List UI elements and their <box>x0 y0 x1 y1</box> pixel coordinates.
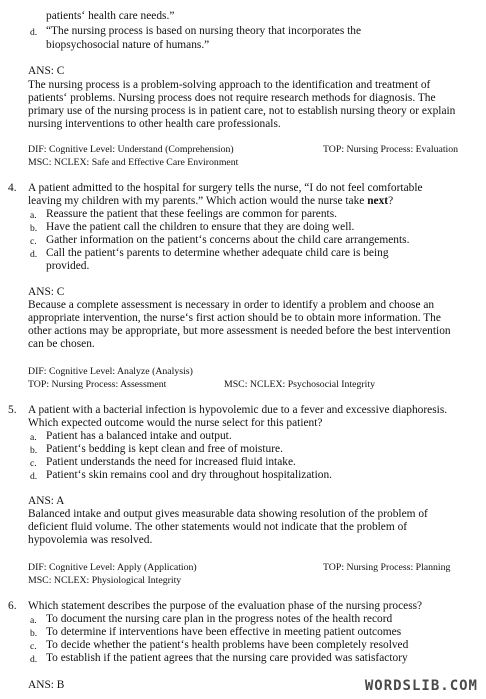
option-text: To establish if the patient agrees that the nursing care provided was satisfactory <box>46 652 408 664</box>
prev-question-option-c-continuation: patients‘ health care needs.” <box>46 10 175 22</box>
option-letter: b. <box>30 223 38 234</box>
option-letter: c. <box>30 236 37 247</box>
option-text: To document the nursing care plan in the progress notes of the health record <box>46 613 393 625</box>
answer-line: ANS: B <box>28 679 65 691</box>
question-stem: A patient admitted to the hospital for surgery tells the nurse, “I do not feel comfortable <box>28 182 423 194</box>
answer-line: ANS: C <box>28 65 65 77</box>
rationale-line: deficient fluid volume. The other statements would not indicate that the problem of <box>28 521 408 533</box>
option-letter: d. <box>30 471 38 482</box>
answer-line: ANS: A <box>28 495 65 507</box>
rationale-line: primary use of the nursing process is in patient care, not to establish nursing theory or explain <box>28 105 456 117</box>
question-stem-text: leaving my children with my parents.” Which action would the nurse take <box>28 195 368 207</box>
option-text: Patient‘s skin remains cool and dry throughout hospitalization. <box>46 469 332 481</box>
msc-label: MSC: NCLEX: Psychosocial Integrity <box>224 379 376 390</box>
option-letter: a. <box>30 432 37 443</box>
question-stem: Which statement describes the purpose of the evaluation phase of the nursing process? <box>28 600 423 612</box>
question-stem-end: ? <box>388 195 394 207</box>
option-letter: c. <box>30 458 37 469</box>
option-text: Reassure the patient that these feelings are common for parents. <box>46 208 337 220</box>
question-number: 4. <box>8 182 17 194</box>
option-text: Patient‘s bedding is kept clean and free of moisture. <box>46 443 283 455</box>
rationale-line: other actions may be appropriate, but more assessment is needed before the best intervention <box>28 325 451 337</box>
option-letter: d. <box>30 654 38 665</box>
rationale-line: nursing interventions to other health care professionals. <box>28 118 281 130</box>
topic-label: TOP: Nursing Process: Assessment <box>28 379 167 390</box>
topic-label: TOP: Nursing Process: Evaluation <box>323 144 459 155</box>
option-letter: a. <box>30 615 37 626</box>
option-letter: a. <box>30 210 37 221</box>
rationale-line: Balanced intake and output gives measurable data showing resolution of the problem of <box>28 508 428 520</box>
option-text: “The nursing process is based on nursing theory that incorporates the <box>46 25 362 37</box>
rationale-line: can be chosen. <box>28 338 95 350</box>
option-text: To determine if interventions have been effective in meeting patient outcomes <box>46 626 402 638</box>
question-stem <box>28 195 393 208</box>
option-text: provided. <box>46 260 90 272</box>
question-stem: Which expected outcome would the nurse select for this patient? <box>28 417 323 429</box>
option-text: Patient has a balanced intake and output. <box>46 430 232 442</box>
watermark: WORDSLIB.COM <box>364 678 478 694</box>
difficulty-label: DIF: Cognitive Level: Apply (Application) <box>28 562 197 573</box>
rationale-line: hypovolemia was resolved. <box>28 534 153 546</box>
difficulty-label: DIF: Cognitive Level: Analyze (Analysis) <box>28 366 193 377</box>
option-text: biopsychosocial nature of humans.” <box>46 39 210 51</box>
option-text: To decide whether the patient‘s health problems have been completely resolved <box>46 639 409 651</box>
question-stem: A patient with a bacterial infection is hypovolemic due to a fever and excessive diaphoresis. <box>28 404 448 416</box>
option-letter: d. <box>30 249 38 260</box>
option-text: Gather information on the patient‘s concerns about the child care arrangements. <box>46 234 410 246</box>
topic-label: TOP: Nursing Process: Planning <box>323 562 451 573</box>
msc-label: MSC: NCLEX: Safe and Effective Care Environment <box>28 157 239 168</box>
question-number: 6. <box>8 600 17 612</box>
difficulty-label: DIF: Cognitive Level: Understand (Comprehension) <box>28 144 234 155</box>
rationale-line: Because a complete assessment is necessary in order to identify a problem and choose an <box>28 299 435 311</box>
option-letter: b. <box>30 445 38 456</box>
option-letter: c. <box>30 641 37 652</box>
option-letter: d. <box>30 27 38 38</box>
rationale-line: appropriate intervention, the nurse‘s first action should be to obtain more information. The <box>28 312 441 324</box>
answer-line: ANS: C <box>28 286 65 298</box>
rationale-line: The nursing process is a problem-solving approach to the identification and treatment of <box>28 79 431 91</box>
question-stem-emphasis: next <box>367 195 389 207</box>
msc-label: MSC: NCLEX: Physiological Integrity <box>28 575 182 586</box>
option-text: Patient understands the need for increased fluid intake. <box>46 456 296 468</box>
rationale-line: patients‘ problems. Nursing process does not require research methods for diagnosis. The <box>28 92 436 104</box>
option-text: Call the patient‘s parents to determine whether adequate child care is being <box>46 247 389 259</box>
option-text: Have the patient call the children to ensure that they are doing well. <box>46 221 355 233</box>
question-number: 5. <box>8 404 17 416</box>
option-letter: b. <box>30 628 38 639</box>
